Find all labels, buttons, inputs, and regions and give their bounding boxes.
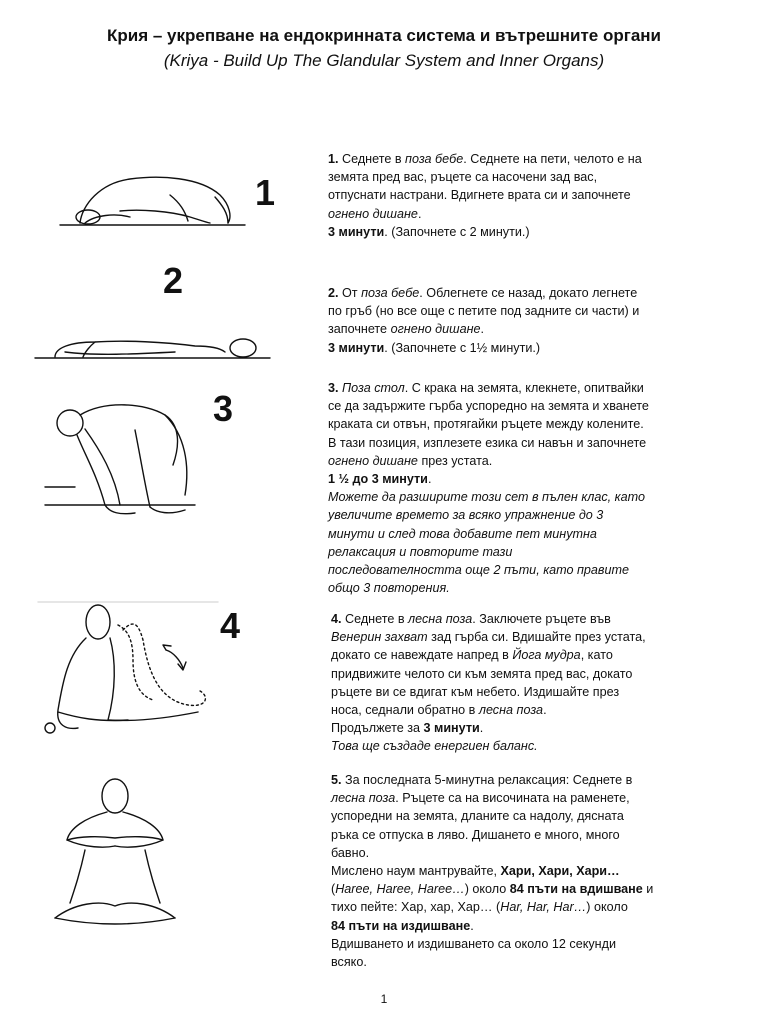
step-line <box>331 719 646 737</box>
text-run: 1 ½ до 3 минути <box>328 472 428 487</box>
step-line <box>328 452 649 470</box>
step-line <box>328 223 642 241</box>
text-run: Haree, Haree, Haree… <box>335 882 465 897</box>
figure-lying-back-illustration <box>35 330 270 365</box>
text-run: 84 пъти на вдишване <box>509 882 643 897</box>
text-run: ( <box>331 882 336 897</box>
text-run: ръцете ви се вдигат към небето. Издишайте през <box>331 684 620 699</box>
step-line <box>331 771 653 789</box>
text-run: . Седнете на пети, челото е на <box>463 152 642 166</box>
figure-number-3: 3 <box>213 388 234 429</box>
text-run: бавно. <box>331 845 370 860</box>
step-line <box>331 610 646 628</box>
step-line <box>328 579 649 597</box>
step-line <box>331 665 646 683</box>
text-run: . Ръцете са на височината на раменете, <box>395 791 630 806</box>
figure-number-1: 1 <box>255 172 276 213</box>
page-title: Крия – укрепване на ендокринната система и вътрешните органи <box>106 26 662 45</box>
step-line <box>328 561 649 579</box>
text-run: по гръб (но все още с петите под задните си части) и <box>328 304 640 319</box>
step-line <box>331 844 653 862</box>
text-run: всяко. <box>331 955 367 970</box>
text-run: носа, седнали обратно в <box>331 703 479 718</box>
step-2-text <box>328 284 639 357</box>
text-run: Можете да разширите този сет в пълен клас, като <box>328 490 645 505</box>
figure-number-4: 4 <box>220 605 241 646</box>
step-line <box>328 543 649 561</box>
step-line <box>331 646 646 664</box>
figure-chair-pose-illustration <box>45 395 215 525</box>
text-run: . Облегнете се назад, докато легнете <box>419 286 638 300</box>
step-line <box>328 339 639 357</box>
step-line <box>331 953 653 971</box>
text-run: лесна поза <box>408 612 473 626</box>
step-line <box>328 434 649 452</box>
text-run: тихо пейте: Хар, хар, Хар… ( <box>331 900 501 915</box>
text-run: се да задържите гърба успоредно на земята и хванете <box>328 399 649 414</box>
step-line <box>328 284 639 302</box>
text-run: увеличите времето за всяко упражнение до 3 <box>328 508 604 523</box>
step-1-text <box>328 150 642 241</box>
text-run: . Заключете ръцете във <box>472 612 611 626</box>
text-run: . (Започнете с 2 минути.) <box>384 224 530 239</box>
text-run: 4. <box>331 612 346 626</box>
text-run: лесна поза <box>478 703 544 718</box>
step-3-text <box>328 379 649 597</box>
text-run: 5. <box>331 773 346 787</box>
text-run: Поза стол <box>342 381 405 395</box>
text-run: огнено дишане <box>328 453 418 468</box>
text-run: . <box>427 472 432 487</box>
step-line <box>331 701 646 719</box>
text-run: поза бебе <box>361 286 420 300</box>
text-run: поза бебе <box>405 152 464 166</box>
step-line <box>331 898 653 916</box>
text-run: земята пред вас, ръцете са насочени зад вас, <box>328 170 598 185</box>
step-5-text <box>331 771 653 971</box>
page-subtitle: (Kriya - Build Up The Glandular System and Inner Organs) <box>163 51 605 70</box>
text-run: релаксация и повторите тази <box>328 544 513 559</box>
text-run: ) около <box>586 900 628 915</box>
text-run: В тази позиция, изплезете езика си навън и започнете <box>328 435 647 450</box>
text-run: . <box>470 918 474 933</box>
step-line <box>328 470 649 488</box>
text-run: и <box>642 882 654 897</box>
text-run: . <box>417 206 422 221</box>
step-line <box>328 488 649 506</box>
step-line <box>328 150 642 168</box>
text-run: краката си отвън, протягайки ръцете между колените. <box>328 417 644 432</box>
step-line <box>328 168 642 186</box>
step-line <box>331 917 653 935</box>
text-run: ) около <box>464 882 510 897</box>
step-line <box>331 628 646 646</box>
text-run: общо 3 повторения. <box>328 581 450 596</box>
text-run: през устата. <box>417 453 493 468</box>
text-run: 3 минути <box>423 721 480 736</box>
text-run: 3 минути <box>328 340 385 355</box>
text-run: минути и след това добавите пет минутна <box>328 526 597 541</box>
text-run: , като <box>580 648 613 663</box>
text-run: . (Започнете с 1½ минути.) <box>384 340 541 355</box>
text-run: Седнете в <box>345 612 409 626</box>
step-line <box>331 826 653 844</box>
text-run: огнено дишане <box>390 322 481 337</box>
step-line <box>331 862 653 880</box>
text-run: От <box>342 286 362 300</box>
step-line <box>328 397 649 415</box>
text-run: 2. <box>328 286 343 300</box>
step-line <box>328 205 642 223</box>
text-run: . С крака на земята, клекнете, опитвайки <box>404 381 644 395</box>
text-run: докато се навеждате напред в <box>331 648 513 663</box>
text-run: започнете <box>328 322 391 337</box>
step-line <box>331 789 653 807</box>
text-run: 84 пъти на издишване <box>331 918 471 933</box>
step-line <box>331 737 646 755</box>
figure-relaxation-pose-illustration <box>45 778 185 933</box>
text-run: Седнете в <box>342 152 406 166</box>
text-run: успоредни на земята, дланите са надолу, дясната <box>331 809 624 824</box>
step-line <box>328 320 639 338</box>
step-line <box>331 807 653 825</box>
figure-baby-pose-illustration <box>60 165 250 235</box>
figure-yoga-mudra-illustration <box>38 600 218 740</box>
step-line <box>328 302 639 320</box>
text-run: . <box>480 322 485 337</box>
text-run: зад гърба си. Вдишайте през устата, <box>427 630 646 645</box>
text-run: ръка се отпуска в ляво. Дишането е много, много <box>331 827 620 842</box>
text-run: 3 минути <box>328 224 385 239</box>
step-line <box>328 525 649 543</box>
step-line <box>331 683 646 701</box>
text-run: Йога мудра <box>512 648 581 663</box>
text-run: Венерин захват <box>331 630 428 645</box>
step-line <box>328 379 649 397</box>
text-run: 3. <box>328 381 343 395</box>
text-run: последователността още 2 пъти, като правите <box>328 563 630 578</box>
text-run: лесна поза <box>331 791 396 806</box>
text-run: Хари, Хари, Хари… <box>500 864 620 879</box>
text-run: Har, Har, Har… <box>500 900 587 915</box>
step-line <box>331 880 653 898</box>
text-run: За последната 5-минутна релаксация: Седнете в <box>345 773 633 787</box>
step-line <box>331 935 653 953</box>
text-run: придвижите челото си към земята пред вас, докато <box>331 666 633 681</box>
text-run: Това ще създаде енергиен баланс. <box>331 739 538 754</box>
step-line <box>328 506 649 524</box>
step-line <box>328 186 642 204</box>
figure-number-2: 2 <box>163 260 184 301</box>
text-run: . <box>543 703 547 718</box>
text-run: Вдишването и издишването са около 12 секунди <box>331 936 617 951</box>
step-line <box>328 415 649 433</box>
text-run: отпуснати настрани. Вдигнете врата си и започнете <box>328 188 631 203</box>
text-run: 1. <box>328 152 343 166</box>
text-run: Мислено наум мантрувайте, <box>331 864 501 879</box>
text-run: огнено дишане <box>328 206 418 221</box>
page-number: 1 <box>380 992 388 1006</box>
step-4-text <box>331 610 646 756</box>
text-run: . <box>479 721 484 736</box>
text-run: Продължете за <box>331 721 424 736</box>
